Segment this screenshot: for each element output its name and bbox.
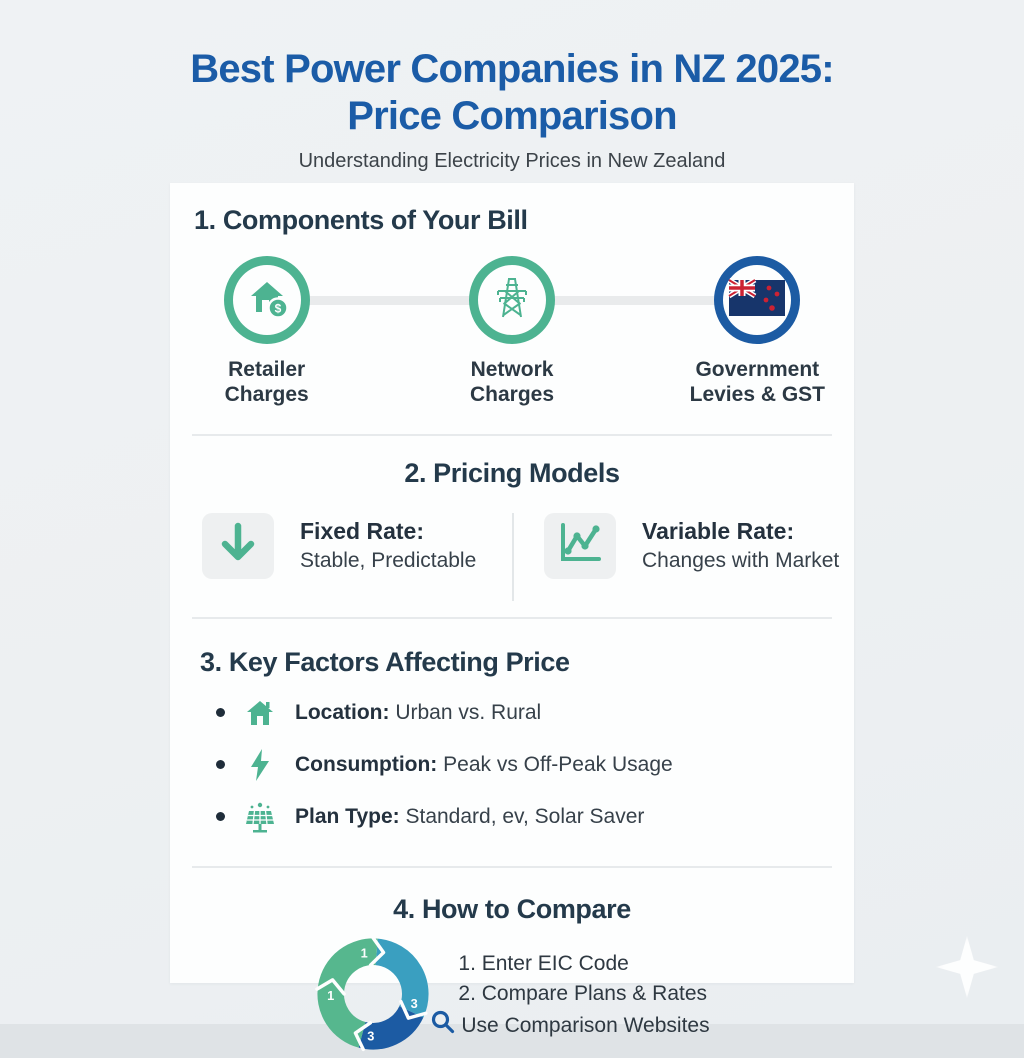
donut-label-right: 3 (411, 995, 419, 1011)
sparkle-decoration (936, 936, 998, 998)
section-divider (192, 434, 832, 436)
lightning-icon (243, 748, 277, 782)
house-dollar-icon (241, 272, 293, 329)
green-ring (224, 256, 310, 344)
section-divider (192, 617, 832, 619)
factor-text (295, 753, 673, 777)
components-row (194, 256, 830, 408)
factor-desc: Peak vs Off-Peak Usage (437, 752, 673, 776)
label-line2: Charges (469, 382, 554, 406)
pricing-fixed (170, 513, 512, 579)
icon-box (202, 513, 274, 579)
page-title-line1: Best Power Companies in NZ 2025: (190, 47, 834, 91)
down-arrow-icon (218, 521, 258, 570)
section-factors-heading: 3. Key Factors Affecting Price (200, 646, 570, 677)
factor-desc: Standard, ev, Solar Saver (399, 804, 645, 828)
house-icon (243, 696, 277, 730)
donut-label-left: 1 (327, 987, 335, 1003)
compare-row (170, 935, 854, 1058)
label-line2: Levies & GST (689, 382, 826, 406)
bullet-dot (216, 812, 225, 821)
component-retailer (194, 256, 339, 408)
factor-label: Plan Type: (295, 804, 400, 828)
step-3 (458, 1009, 709, 1043)
compare-steps (458, 949, 709, 1043)
page-title (0, 46, 1024, 140)
pricing-desc: Stable, Predictable (300, 548, 477, 572)
page-subtitle: Understanding Electricity Prices in New Zealand (298, 149, 726, 172)
label-line1: Retailer (228, 358, 306, 381)
blue-ring (714, 256, 800, 344)
donut-label-top: 1 (360, 945, 369, 961)
label-line1: Government (695, 358, 820, 381)
factor-text (295, 701, 541, 725)
step-2 (458, 979, 709, 1009)
pricing-desc: Changes with Market (642, 548, 840, 572)
component-network (439, 256, 584, 408)
pricing-variable (512, 513, 854, 579)
section-divider (192, 866, 832, 868)
step-text: Use Comparison Websites (461, 1014, 710, 1038)
line-chart-icon (557, 521, 603, 570)
component-label (194, 358, 339, 408)
donut-label-bottom: 3 (367, 1028, 375, 1044)
page-title-line2: Price Comparison (347, 93, 677, 138)
section-pricing (170, 458, 854, 579)
step-text: 2. Compare Plans & Rates (458, 982, 708, 1006)
section-compare-heading: 4. How to Compare (393, 893, 631, 924)
svg-text:$: $ (274, 301, 281, 315)
pricing-row (170, 513, 854, 579)
factor-desc: Urban vs. Rural (389, 700, 542, 724)
factor-label: Consumption: (295, 752, 438, 776)
pricing-text (300, 517, 476, 574)
component-government (685, 256, 830, 408)
section-compare (170, 894, 854, 1058)
pricing-text (642, 517, 839, 574)
label-line1: Network (470, 358, 554, 381)
magnifier-icon (430, 1009, 455, 1043)
vertical-divider (512, 513, 514, 601)
pylon-icon (486, 271, 538, 330)
section-components (170, 183, 854, 408)
component-label (685, 358, 830, 408)
pricing-title: Variable Rate: (642, 517, 795, 544)
content-card (170, 183, 854, 1044)
solar-panel-icon (243, 800, 277, 834)
factor-text (295, 805, 644, 829)
factor-location (216, 696, 824, 730)
header (0, 0, 1024, 173)
cycle-donut-chart (314, 935, 432, 1058)
factor-label: Location: (295, 700, 390, 724)
factor-plan-type (216, 800, 824, 834)
pricing-title: Fixed Rate: (300, 517, 424, 544)
step-text: 1. Enter EIC Code (458, 952, 629, 976)
nz-flag-icon (729, 280, 785, 321)
bullet-dot (216, 760, 225, 769)
label-line2: Charges (224, 382, 309, 406)
section-components-heading: 1. Components of Your Bill (194, 205, 528, 235)
bullet-dot (216, 708, 225, 717)
step-1 (458, 949, 709, 979)
factor-consumption (216, 748, 824, 782)
component-label (439, 358, 584, 408)
icon-box (544, 513, 616, 579)
factors-list (200, 696, 824, 834)
green-ring (469, 256, 555, 344)
section-pricing-heading: 2. Pricing Models (404, 457, 620, 488)
section-factors (170, 647, 854, 834)
